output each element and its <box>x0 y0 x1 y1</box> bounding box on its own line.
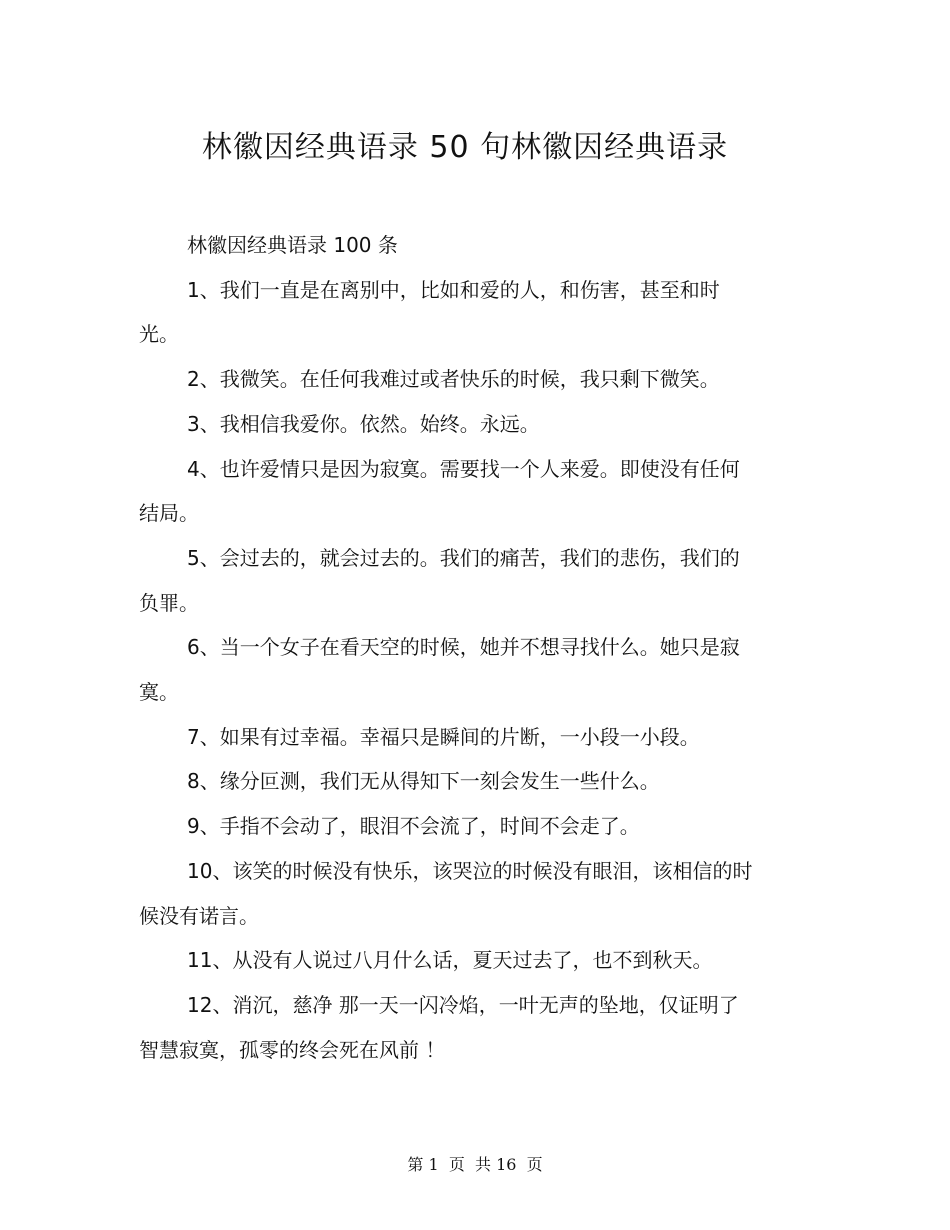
quote-7: 7、如果有过幸福。幸福只是瞬间的片断，一小段一小段。 <box>187 724 700 749</box>
quote-1: 1、我们一直是在离别中，比如和爱的人，和伤害，甚至和时光。 <box>139 277 720 347</box>
document-title: 林徽因经典语录 50 句林徽因经典语录 <box>201 130 729 165</box>
page-footer: 第 1 页 共 16 页 <box>407 1155 543 1174</box>
quote-9: 9、手指不会动了，眼泪不会流了，时间不会走了。 <box>187 814 640 839</box>
paragraph-intro: 林徽因经典语录 100 条 <box>187 233 398 257</box>
quote-5: 5、会过去的，就会过去的。我们的痛苦，我们的悲伤，我们的负罪。 <box>139 545 740 615</box>
quote-3: 3、我相信我爱你。依然。始终。永远。 <box>187 411 540 436</box>
quote-8: 8、缘分叵测，我们无从得知下一刻会发生一些什么。 <box>187 769 660 794</box>
document-body <box>139 223 757 1072</box>
quote-6: 6、当一个女子在看天空的时候，她并不想寻找什么。她只是寂寞。 <box>139 635 740 705</box>
quote-2: 2、我微笑。在任何我难过或者快乐的时候，我只剩下微笑。 <box>187 367 720 392</box>
quote-4: 4、也许爱情只是因为寂寞。需要找一个人来爱。即使没有任何结局。 <box>139 456 740 526</box>
quote-10: 10、该笑的时候没有快乐，该哭泣的时候没有眼泪，该相信的时候没有诺言。 <box>139 858 753 928</box>
quote-12: 12、消沉，慈净 那一天一闪冷焰，一叶无声的坠地，仅证明了智慧寂寞，孤零的终会死在风前 ！ <box>139 992 739 1062</box>
quote-11: 11、从没有人说过八月什么话，夏天过去了，也不到秋天。 <box>187 948 713 973</box>
